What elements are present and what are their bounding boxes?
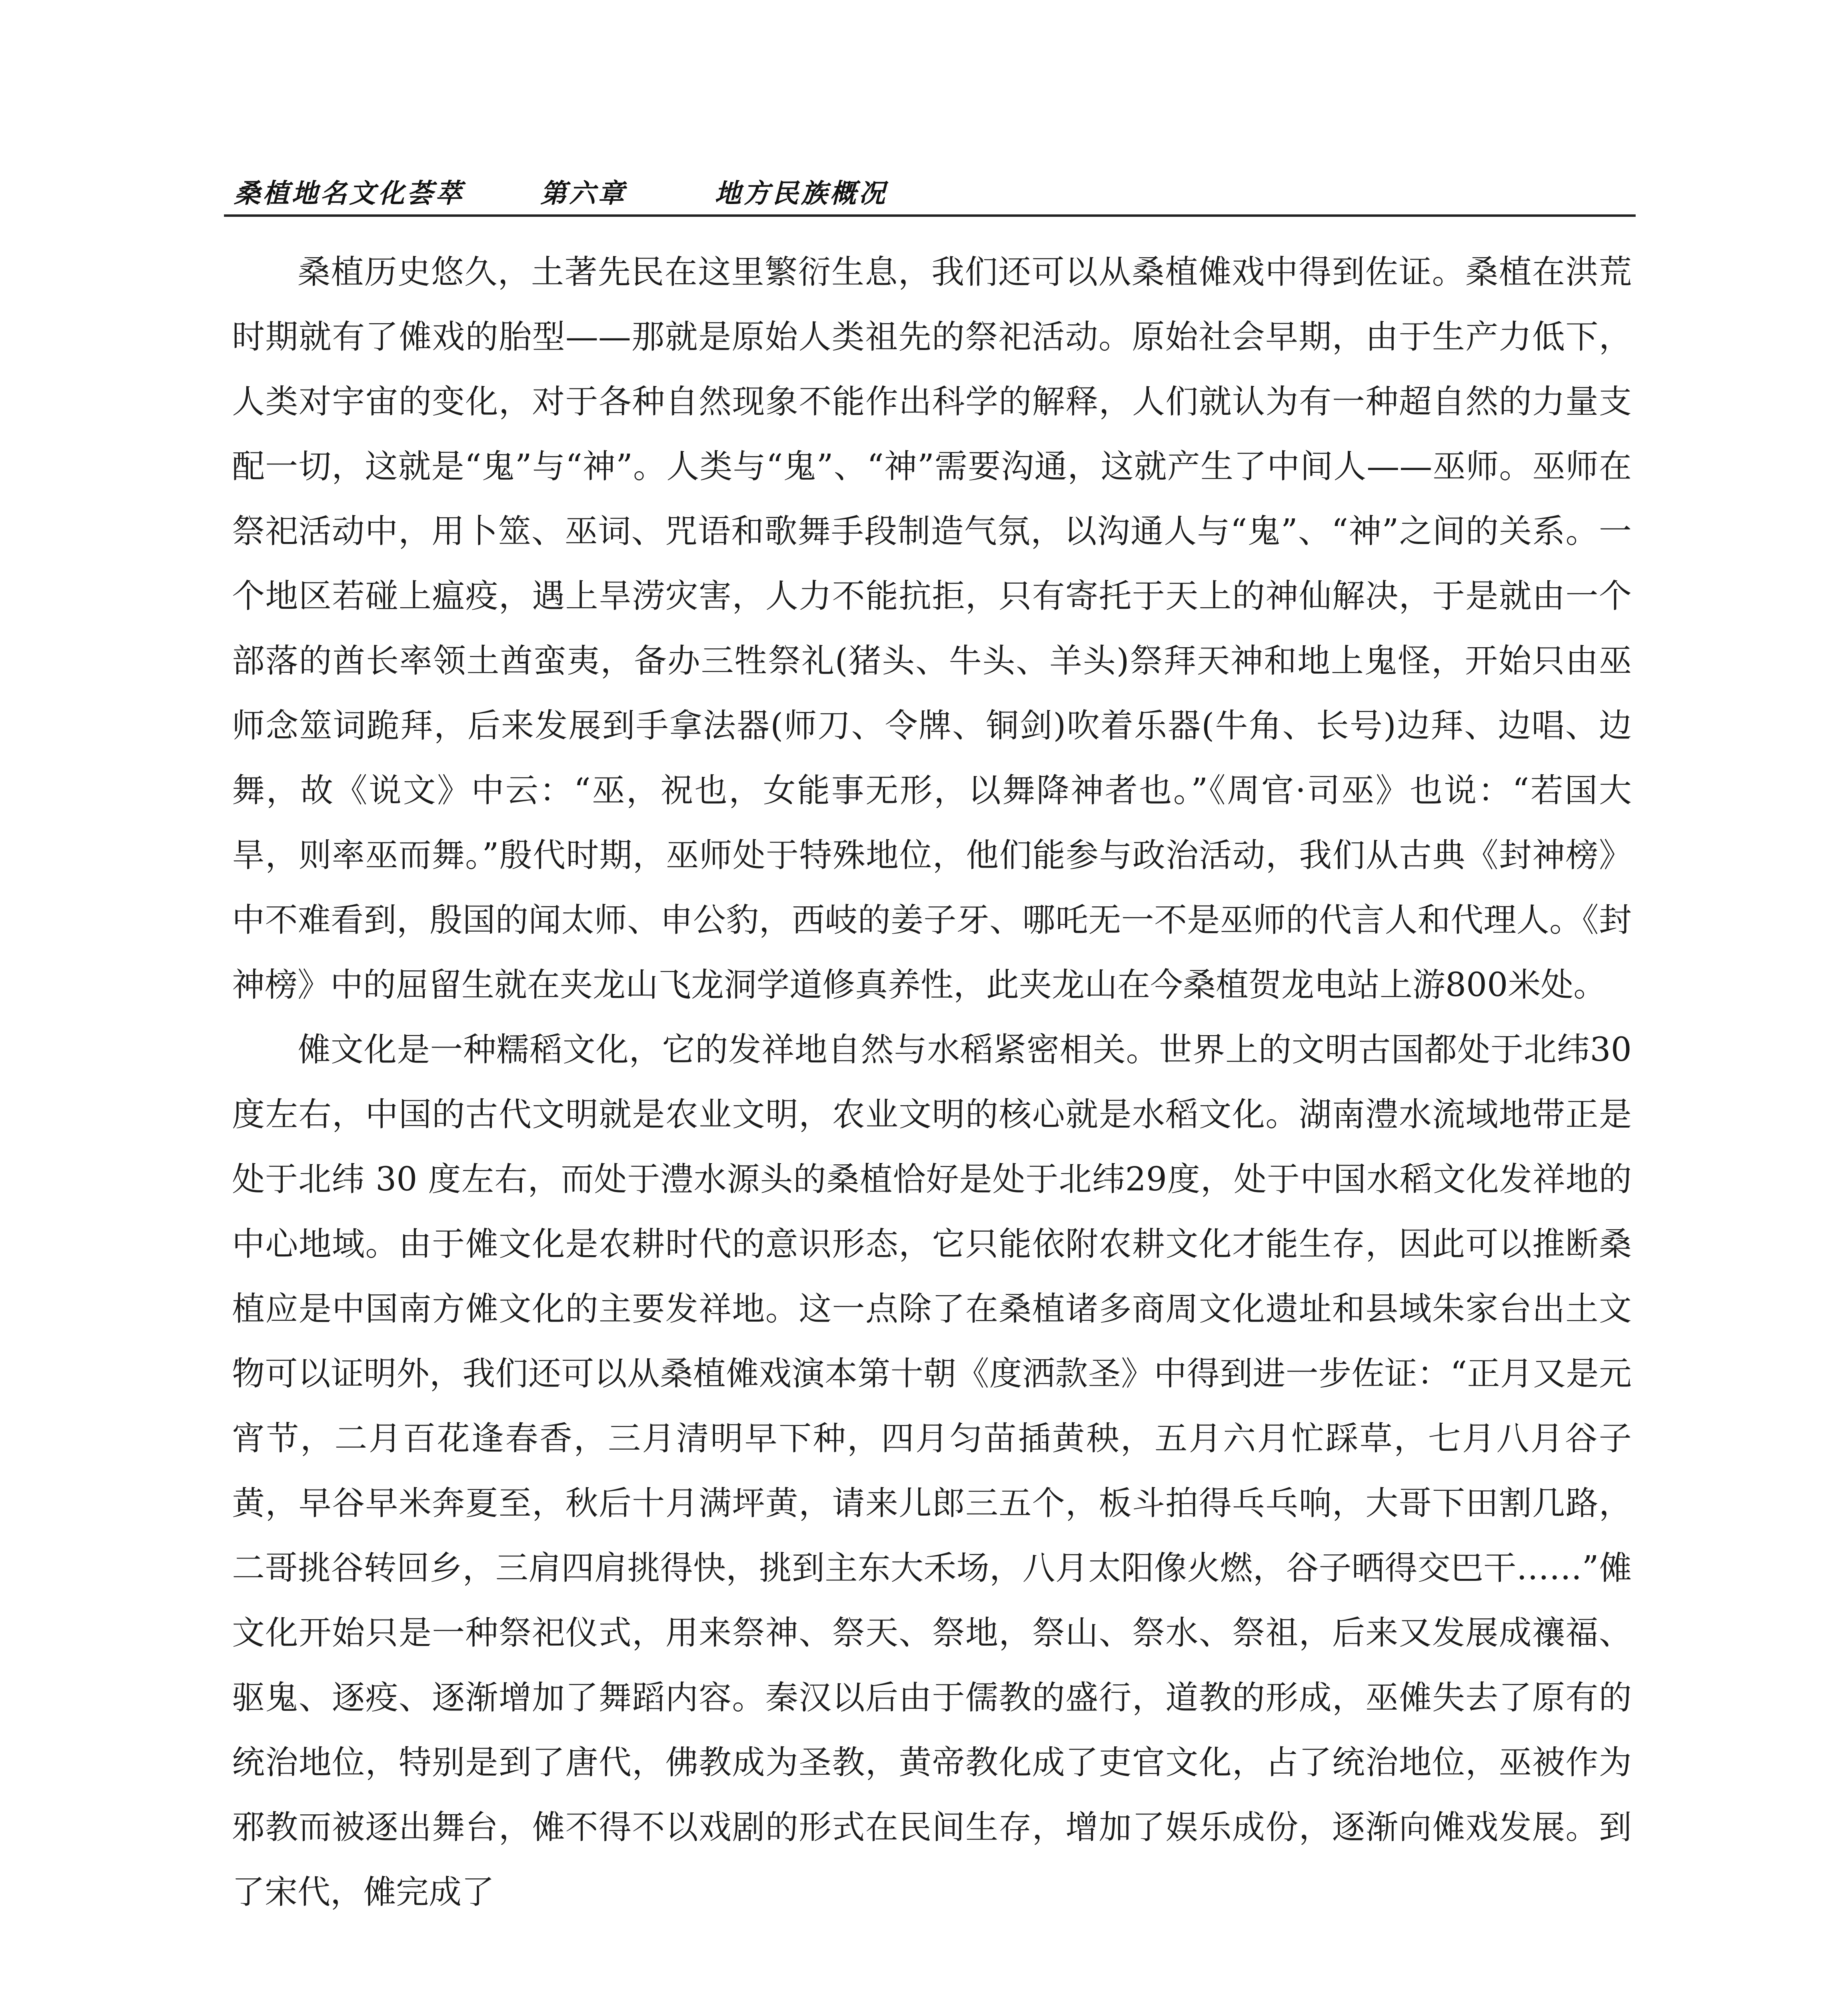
paragraph: 傩文化是一种糯稻文化，它的发祥地自然与水稻紧密相关。世界上的文明古国都处于北纬30度左右，中国的古代文明就是农业文明，农业文明的核心就是水稻文化。湖南澧水流域地带正是处于北纬 30 度左右，而处于澧水源头的桑植恰好是处于北纬29度，处于中国水稻文化发祥地的中心地域。由于傩文化是农耕时代的意识形态，它只能依附农耕文化才能生存，因此可以推断桑植应是中国南方傩文化的主要发祥地。这一点除了在桑植诸多商周文化遗址和县域朱家台出土文物可以证明外，我们还可以从桑植傩戏演本第十朝《度洒款圣》中得到进一步佐证：“正月又是元宵节，二月百花逢春香，三月清明早下种，四月匀苗插黄秧，五月六月忙踩草，七月八月谷子黄，早谷早米奔夏至，秋后十月满坪黄，请来儿郎三五个，板斗拍得乓乓响，大哥下田割几路，二哥挑谷转回乡，三肩四肩挑得快，挑到主东大禾场，八月太阳像火燃，谷子晒得交巴干……”傩文化开始只是一种祭祀仪式，用来祭神、祭天、祭地，祭山、祭水、祭祖，后来又发展成禳福、驱鬼、逐疫、逐渐增加了舞蹈内容。秦汉以后由于儒教的盛行，道教的形成，巫傩失去了原有的统治地位，特别是到了唐代，佛教成为圣教，黄帝教化成了吏官文化，占了统治地位，巫被作为邪教而被逐出舞台，傩不得不以戏剧的形式在民间生存，增加了娱乐成份，逐渐向傩戏发展。到了宋代，傩完成了: [232, 1031, 1632, 1911]
running-header: [234, 158, 1634, 210]
paragraph: 桑植历史悠久，土著先民在这里繁衍生息，我们还可以从桑植傩戏中得到佐证。桑植在洪荒时期就有了傩戏的胎型——那就是原始人类祖先的祭祀活动。原始社会早期，由于生产力低下，人类对宇宙的变化，对于各种自然现象不能作出科学的解释，人们就认为有一种超自然的力量支配一切，这就是“鬼”与“神”。人类与“鬼”、“神”需要沟通，这就产生了中间人——巫师。巫师在祭祀活动中，用卜筮、巫词、咒语和歌舞手段制造气氛，以沟通人与“鬼”、“神”之间的关系。一个地区若碰上瘟疫，遇上旱涝灾害，人力不能抗拒，只有寄托于天上的神仙解决，于是就由一个部落的酋长率领土酋蛮夷，备办三牲祭礼(猪头、牛头、羊头)祭拜天神和地上鬼怪，开始只由巫师念筮词跪拜，后来发展到手拿法器(师刀、令牌、铜剑)吹着乐器(牛角、长号)边拜、边唱、边舞，故《说文》中云：“巫，祝也，女能事无形，以舞降神者也。”《周官·司巫》也说：“若国大旱，则率巫而舞。”殷代时期，巫师处于特殊地位，他们能参与政治活动，我们从古典《封神榜》中不难看到，殷国的闻太师、申公豹，西岐的姜子牙、哪吒无一不是巫师的代言人和代理人。《封神榜》中的屈留生就在夹龙山飞龙洞学道修真养性，此夹龙山在今桑植贺龙电站上游800米处。: [232, 253, 1632, 1004]
main-text: [232, 240, 1632, 1925]
header-chapter: 第六章: [540, 178, 627, 209]
header-book-title: 桑植地名文化荟萃: [234, 178, 464, 209]
header-section-title: 地方民族概况: [715, 178, 887, 209]
header-divider: [224, 214, 1636, 217]
